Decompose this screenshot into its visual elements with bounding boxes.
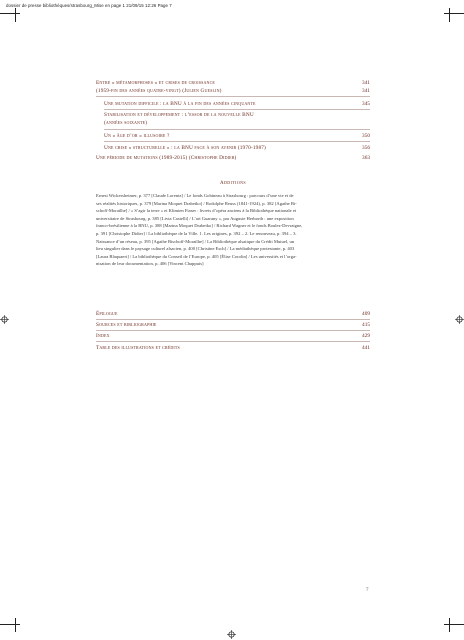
toc-entry-page: 429 [362,333,370,339]
toc-entry-title: (1959-fin des années quatre-vingt) (Julien Gueslin) [96,88,222,94]
toc-entry [96,145,370,153]
page-number: 7 [366,588,369,593]
divider [96,330,370,331]
toc-entry-page: 363 [362,155,370,161]
additions-line: ses réalités historiques, p. 379 [Marina Moquet Drabetko] / Rodolphe Reuss (1841-1924), p. 382 [Agathe Bi- [96,200,297,206]
divider [96,341,370,342]
registration-mark-icon [0,315,9,324]
toc-entry-page: 341 [362,88,370,94]
additions-line: nisation de leur documentation, p. 406 [Vincent Chappuis] [96,261,204,267]
divider [96,96,370,97]
registration-mark-icon [455,315,464,324]
toc-entry-title: Entre « métamorphoses » et crises de croissance [96,80,215,86]
toc-entry-title: Une période de mutations (1989-2015) (Christophe Didier) [96,155,237,161]
toc-entry [96,333,370,341]
additions-line: lieu singulier dans le paysage culturel alsacien, p. 400 [Christine Esch] / La médiathèque protestante, p. 403 [96,246,295,252]
toc-entry-title: Table des illustrations et crédits [96,345,180,351]
toc-entry [96,345,370,353]
divider [96,319,370,320]
toc-entry-page: 409 [362,311,370,317]
additions-body [96,192,371,268]
toc-entry [96,88,370,96]
toc-entry [96,311,370,319]
additions-line: franco-brésilienne à la BNU, p. 388 [Marina Moquet Drabetko] / Richard Wagner et le fonds Boulez-Devraigne, [96,223,303,229]
divider [104,141,370,142]
divider [104,129,370,130]
print-slug: dossier de presse bibliothèques/strasbourg_Mise en page 1 21/09/15 12:26 Page 7 [6,3,172,8]
toc-entry-title: Une mutation difficile : la BNU à la fin des années cinquante [104,101,256,107]
toc-entry [96,80,370,88]
toc-entry-page: 350 [362,133,370,139]
toc-entry-title: Index [96,333,110,339]
additions-line: [Laura Blaquaert] / La bibliothèque du Conseil de l’Europe, p. 405 [Élise Corolin] / Les universités et l’orga- [96,253,297,259]
toc-entry-title: Une crise « structurelle » : la BNU face à son avenir (1970-1987) [104,145,266,151]
toc-entry [96,112,370,120]
toc-entry [96,133,370,141]
additions-line: p. 391 [Christophe Didier] / La bibliothèque de la Ville. 1. Les origines, p. 392 – 2. Le renouveau, p. 394 – 3. [96,230,297,236]
toc-entry-page: 341 [362,80,370,86]
toc-entry [96,101,370,109]
toc-entry-title: Stabilisation et développement : l’essor de la nouvelle BNU [104,112,254,118]
additions-heading: Additions [219,181,247,186]
toc-entry-title: Sources et bibliographie [96,322,157,328]
toc-entry-title: Un « âge d’or » illusoire ? [104,133,170,139]
additions-line: Ernest Wickersheimer, p. 377 [Claude Lorentz] / Le fonds Gobineau à Strasbourg : parcours d’une vie et de [96,193,294,198]
toc-entry-title: Épilogue [96,311,118,317]
toc-entry-title: (années soixante) [104,120,148,126]
toc-entry [96,322,370,330]
toc-entry-page: 356 [362,145,370,151]
toc-entry-page: 415 [362,322,370,328]
additions-line: universitaire de Strasbourg, p. 385 [Livia Castelli] / L’art Guarany », par Auguste Herborth : une exposition [96,215,294,221]
toc-entry-page: 345 [362,101,370,107]
toc-entry [96,120,370,128]
toc-entry-page: 441 [362,345,370,351]
additions-line: Naissance d’un réseau, p. 395 [Agathe Bischoff-Morailhe] / La Bibliothèque alsatique du Crédit Mutuel, un [96,238,295,244]
additions-line: schoff-Morailhe] / « S’agir la terre » et Klimten Fiaser : livrets d’opéra anciens à la Bibliothèque nationale et [96,208,297,214]
registration-mark-icon [227,630,236,639]
divider [104,109,370,110]
toc-entry [96,155,370,163]
